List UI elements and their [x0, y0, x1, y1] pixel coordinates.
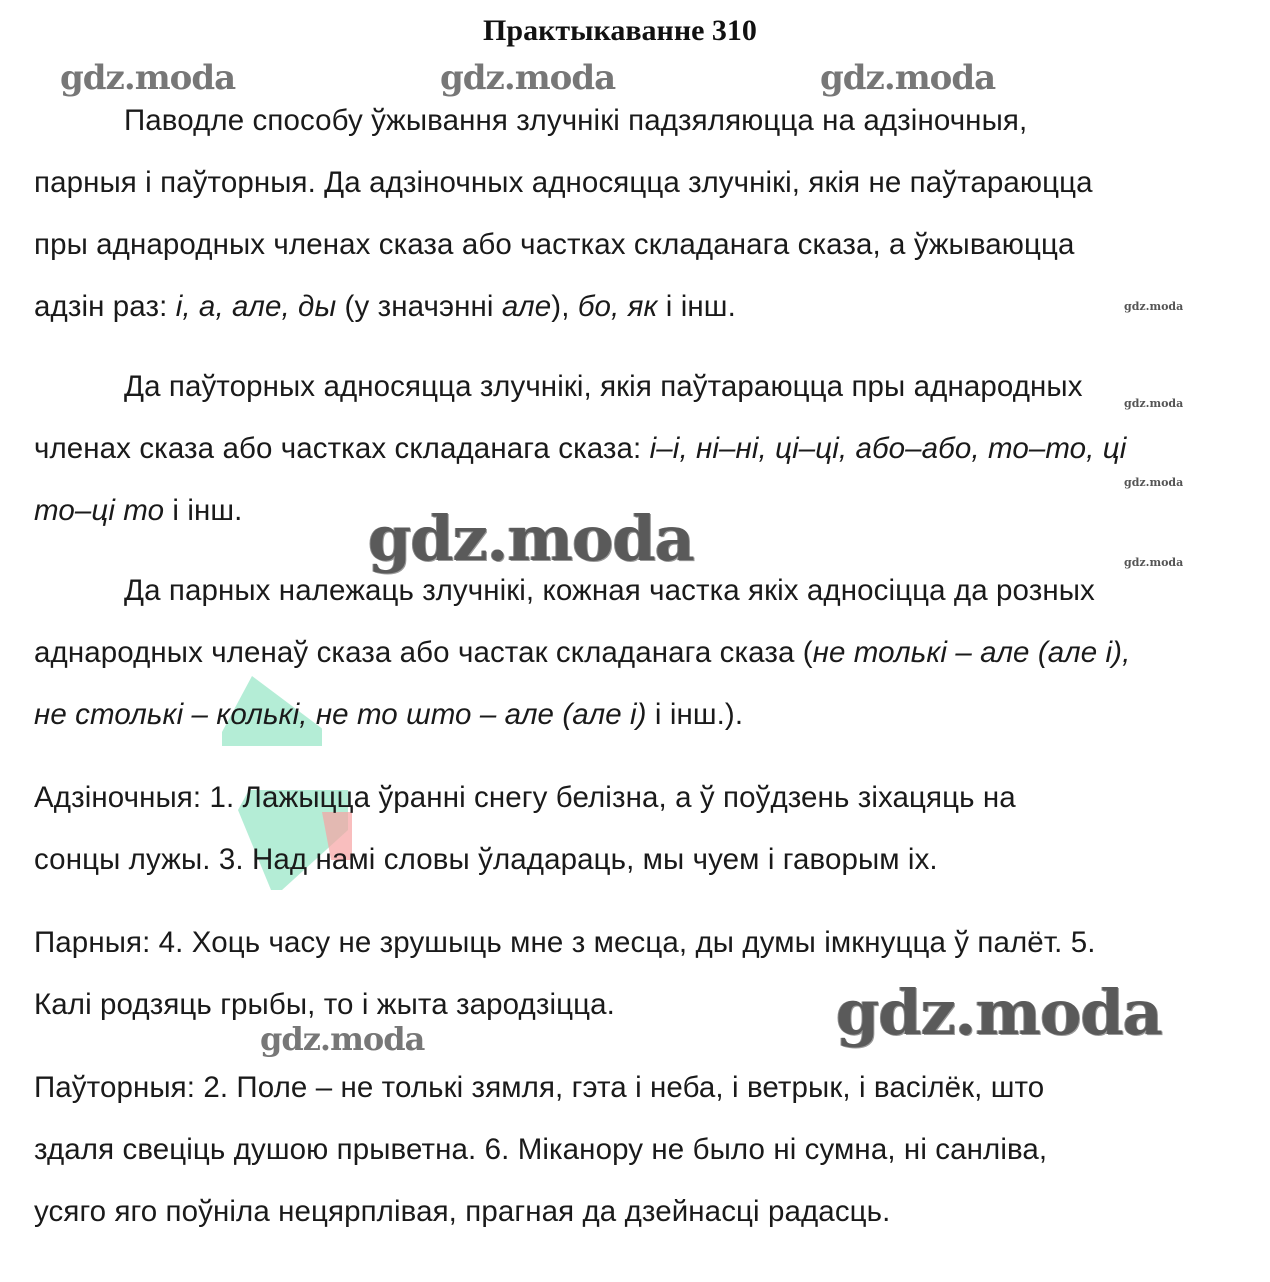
watermark: gdz.moda — [368, 502, 694, 575]
watermark: gdz.moda — [260, 1020, 425, 1058]
page-title: Практыкаванне 310 — [483, 14, 757, 47]
text-line: то–ці то і інш. — [34, 494, 243, 527]
text-line: Адзіночныя: 1. Лажыцца ўранні снегу белізна, а ў поўдзень зіхацяць на — [34, 781, 1016, 814]
text-line: Парныя: 4. Хоць часу не зрушыць мне з месца, ды думы імкнуцца ў палёт. 5. — [34, 926, 1096, 959]
text-line: пры аднародных членах сказа або частках складанага сказа, а ўжываюцца — [34, 228, 1075, 261]
watermark: gdz.moda — [60, 58, 236, 98]
text-line: парныя і паўторныя. Да адзіночных адносяцца злучнікі, якія не паўтараюцца — [34, 166, 1093, 199]
text-line: адзін раз: і, а, але, ды (у значэнні але), бо, як і інш. — [34, 290, 736, 323]
paragraph-paired — [34, 560, 1234, 746]
paragraph-conjunction-types — [34, 90, 1234, 338]
answer-single — [34, 767, 1234, 891]
text-line: Да паўторных адносяцца злучнікі, якія паўтараюцца пры аднародных — [124, 370, 1083, 403]
watermark: gdz.moda — [1124, 556, 1184, 569]
text-line: Паводле способу ўжывання злучнікі падзяляюцца на адзіночныя, — [124, 104, 1028, 137]
watermark: gdz.moda — [1124, 476, 1184, 489]
text-line: Калі родзяць грыбы, то і жыта зародзіцца. — [34, 988, 615, 1021]
text-line: сонцы лужы. 3. Над намі словы ўладараць, мы чуем і гаворым іх. — [34, 843, 938, 876]
text-line: аднародных членаў сказа або частак складанага сказа (не толькі – але (але і), — [34, 636, 1131, 669]
watermark: gdz.moda — [820, 58, 996, 98]
watermark: gdz.moda — [836, 976, 1162, 1049]
text-line: членах сказа або частках складанага сказа: і–і, ні–ні, ці–ці, або–або, то–то, ці — [34, 432, 1127, 465]
text-line: Да парных належаць злучнікі, кожная частка якіх адносіцца да розных — [124, 574, 1095, 607]
text-line: усяго яго поўніла нецярплівая, прагная да дзейнасці радасць. — [34, 1195, 891, 1228]
text-line: не столькі – колькі, не то што – але (але і) і інш.). — [34, 698, 744, 731]
watermark: gdz.moda — [1124, 300, 1184, 313]
text-line: Паўторныя: 2. Поле – не толькі зямля, гэта і неба, і ветрык, і васілёк, што — [34, 1071, 1045, 1104]
text-line: здаля свеціць душою прыветна. 6. Міканору не было ні сумна, ні санліва, — [34, 1133, 1048, 1166]
watermark: gdz.moda — [1124, 397, 1184, 410]
watermark: gdz.moda — [440, 58, 616, 98]
answer-repeated — [34, 1057, 1234, 1243]
